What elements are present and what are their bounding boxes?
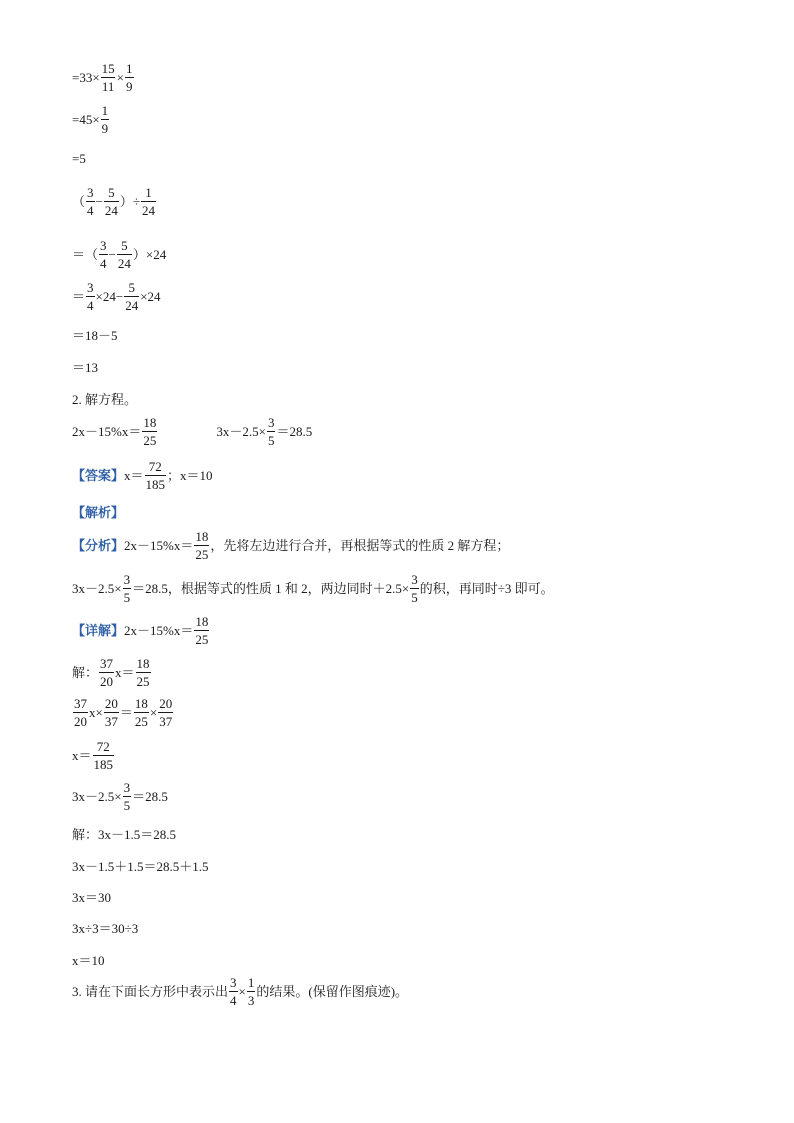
solution-line-9 [72, 954, 105, 967]
expr-text: =45× [72, 112, 100, 127]
calc2-line-4 [72, 329, 118, 342]
expr-text: ＝28.5 [276, 424, 313, 439]
fraction: $\frac{37}{20}$ [74, 696, 87, 729]
solution-line-3 [72, 740, 115, 771]
fraction: $\frac{3}{4}$ [100, 238, 107, 271]
fraction: $\frac{20}{37}$ [104, 696, 118, 729]
fraction: $\frac{18}{25}$ [195, 529, 209, 562]
question-3 [72, 976, 408, 1007]
expr-text: − [95, 194, 103, 209]
expr-text: =5 [72, 151, 86, 166]
expr-text: ）÷ [119, 194, 140, 209]
calc2-line-5 [72, 361, 98, 374]
fraction: $\frac{3}{4}$ [230, 975, 237, 1008]
fraction: $\frac{37}{20}$ [100, 656, 114, 689]
fraction: $\frac{5}{24}$ [104, 185, 118, 218]
fraction: $\frac{1}{9}$ [126, 61, 133, 94]
expr-text: ＝13 [72, 360, 99, 375]
expr-text: 3x－1.5＋1.5＝28.5＋1.5 [72, 859, 209, 874]
expr-text: 2x－15%x＝ [124, 538, 194, 553]
expr-text: 2x－15%x＝ [72, 424, 142, 439]
answer-tag: 【答案】 [72, 468, 125, 483]
solution-line-1 [72, 657, 152, 688]
fraction: $\frac{3}{5}$ [123, 780, 131, 813]
expr-text: 3x－2.5× [72, 789, 122, 804]
question-2-title [72, 393, 137, 406]
fraction: $\frac{1}{9}$ [101, 103, 109, 136]
fenxi-line-1 [72, 530, 509, 561]
calc1-line-2 [72, 104, 110, 135]
fraction: $\frac{3}{4}$ [87, 185, 94, 218]
expr-text: x＝ [72, 748, 92, 763]
expr-text: 解：3x－1.5＝28.5 [72, 827, 177, 842]
expr-text: ×24− [95, 289, 124, 304]
expr-text: =33× [72, 70, 100, 85]
question-title: 2. 解方程。 [72, 392, 138, 407]
expr-text: （ [72, 194, 86, 209]
expr-text: x＝ [124, 468, 144, 483]
solution-line-6 [72, 860, 209, 873]
expr-text: ；x＝10 [167, 468, 213, 483]
expr-text: ）×24 [132, 247, 167, 262]
fenxi-line-2 [72, 573, 554, 604]
expr-text: 3x－2.5× [72, 581, 122, 596]
expr-text: 3x－2.5× [216, 424, 266, 439]
fraction: $\frac{20}{37}$ [159, 696, 173, 729]
fraction: $\frac{3}{5}$ [267, 415, 275, 448]
fraction: $\frac{3}{5}$ [411, 572, 418, 605]
fraction: $\frac{3}{5}$ [123, 572, 131, 605]
expr-text: 解： [72, 665, 99, 680]
expr-text: 的结果。(保留作图痕迹)。 [256, 984, 409, 999]
fraction: $\frac{18}{25}$ [143, 415, 157, 448]
expr-text: 的积，再同时÷3 即可。 [419, 581, 554, 596]
expr-text: x＝10 [72, 953, 105, 968]
expr-text: x＝ [115, 665, 135, 680]
expr-text: − [108, 247, 116, 262]
expr-text: ＝28.5，根据等式的性质 1 和 2，两边同时＋2.5× [132, 581, 410, 596]
calc2-line-1 [72, 186, 157, 217]
calc2-line-3 [72, 281, 161, 312]
expr-text: 3x÷3＝30÷3 [72, 921, 139, 936]
fraction: $\frac{18}{25}$ [136, 656, 150, 689]
analysis-tag: 【解析】 [72, 505, 125, 520]
fraction: $\frac{72}{185}$ [93, 739, 114, 772]
fraction: $\frac{5}{24}$ [117, 238, 131, 271]
fraction: $\frac{72}{185}$ [145, 459, 166, 492]
analysis-tag-line [72, 506, 124, 519]
expr-text: ＝18－5 [72, 328, 118, 343]
expr-text: 2x－15%x＝ [124, 623, 194, 638]
expr-text: ×24 [140, 289, 161, 304]
expr-text: ，先将左边进行合并，再根据等式的性质 2 解方程； [210, 538, 510, 553]
expr-text: x× [89, 705, 103, 720]
fraction: $\frac{18}{25}$ [134, 696, 148, 729]
fraction: $\frac{1}{3}$ [247, 975, 255, 1008]
xiangjie-tag: 【详解】 [72, 623, 125, 638]
solution-line-2 [72, 697, 174, 728]
expr-text: 3x＝30 [72, 890, 112, 905]
expr-text: ＝ [72, 289, 86, 304]
expr-text: ＝ [119, 705, 133, 720]
solution-line-5 [72, 828, 176, 841]
calc2-line-2 [72, 239, 166, 270]
q2-equations [72, 416, 312, 447]
calc1-line-1 [72, 62, 135, 93]
fraction: $\frac{18}{25}$ [195, 614, 209, 647]
fenxi-tag: 【分析】 [72, 538, 125, 553]
fraction: $\frac{1}{24}$ [142, 185, 155, 218]
solution-line-8 [72, 922, 138, 935]
solution-line-4 [72, 781, 168, 812]
fraction: $\frac{15}{11}$ [101, 61, 115, 94]
xiangjie-line [72, 615, 210, 646]
fraction: $\frac{5}{24}$ [125, 280, 139, 313]
expr-text: ＝（ [72, 247, 99, 262]
expr-text: × [238, 984, 246, 999]
expr-text: × [116, 70, 125, 85]
answer-line [72, 460, 213, 491]
solution-line-7 [72, 891, 111, 904]
question-title: 3. 请在下面长方形中表示出 [72, 984, 229, 999]
expr-text: × [149, 705, 158, 720]
expr-text: ＝28.5 [132, 789, 168, 804]
fraction: $\frac{3}{4}$ [87, 280, 94, 313]
calc1-line-3 [72, 152, 86, 165]
